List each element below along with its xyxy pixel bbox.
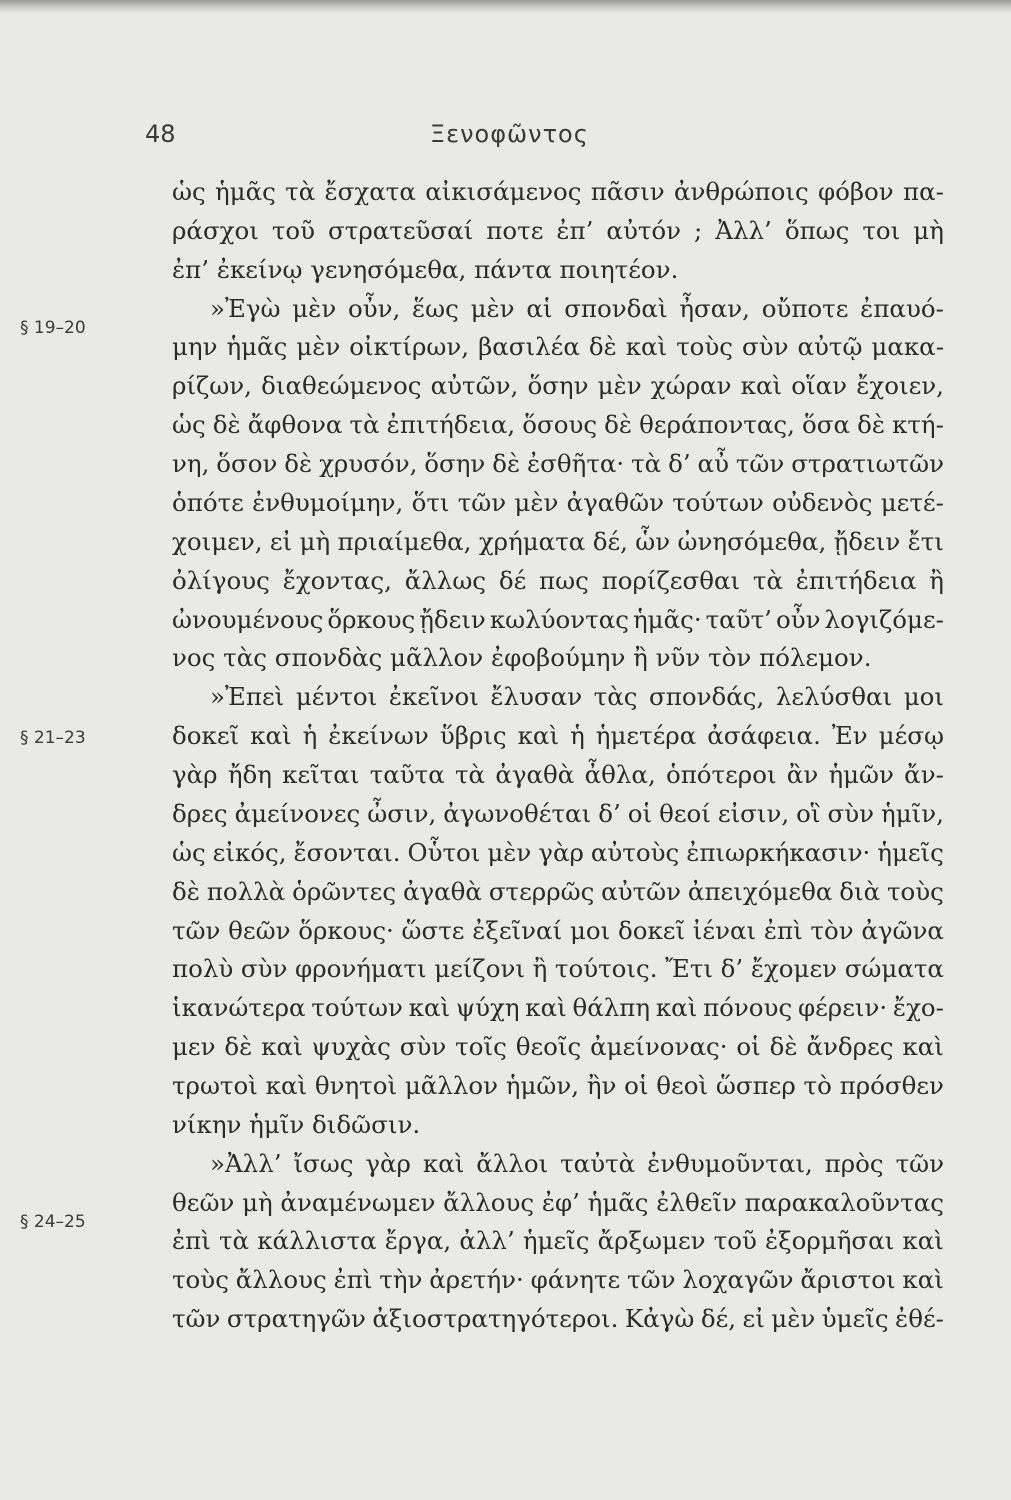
text-line: δρες ἀμείνονες ὦσιν, ἀγωνοθέται δ’ οἱ θεοί εἰσιν, οἳ σὺν ἡμῖν, (172, 798, 944, 828)
margin-ref-19-20: § 19–20 (20, 318, 86, 338)
text-line: »Ἐπεὶ μέντοι ἐκεῖνοι ἔλυσαν τὰς σπονδάς, λελύσθαι μοι (210, 682, 944, 712)
running-title: Ξενοφῶντος (430, 120, 589, 148)
text-line: χοιμεν, εἰ μὴ πριαίμεθα, χρήματα δέ, ὧν ὠνησόμεθα, ᾔδειν ἔτι (172, 526, 944, 556)
text-line: ἱκανώτερα τούτων καὶ ψύχη καὶ θάλπη καὶ πόνους φέρειν· ἔχο- (172, 993, 944, 1023)
page-number: 48 (145, 120, 176, 148)
text-line: μην ἡμᾶς μὲν οἰκτίρων, βασιλέα δὲ καὶ τοὺς σὺν αὐτῷ μακα- (172, 332, 944, 362)
text-line: »Ἀλλ’ ἴσως γὰρ καὶ ἄλλοι ταὐτὰ ἐνθυμοῦνται, πρὸς τῶν (210, 1148, 944, 1178)
text-line: ὠνουμένους ὅρκους ᾔδειν κωλύοντας ἡμᾶς· ταῦτ’ οὖν λογιζόμε- (172, 604, 944, 634)
text-line: νος τὰς σπονδὰς μᾶλλον ἐφοβούμην ἢ νῦν τὸν πόλεμον. (172, 643, 872, 673)
text-line: ἐπὶ τὰ κάλλιστα ἔργα, ἀλλ’ ἡμεῖς ἄρξωμεν τοῦ ἐξορμῆσαι καὶ (172, 1226, 944, 1256)
margin-ref-21-23: § 21–23 (20, 728, 86, 748)
text-line: ὁπότε ἐνθυμοίμην, ὅτι τῶν μὲν ἀγαθῶν τούτων οὐδενὸς μετέ- (172, 487, 944, 517)
text-line: μεν δὲ καὶ ψυχὰς σὺν τοῖς θεοῖς ἀμείνονας· οἱ δὲ ἄνδρες καὶ (172, 1032, 944, 1062)
text-line: δοκεῖ καὶ ἡ ἐκείνων ὕβρις καὶ ἡ ἡμετέρα ἀσάφεια. Ἐν μέσῳ (172, 721, 944, 751)
text-line: τρωτοὶ καὶ θνητοὶ μᾶλλον ἡμῶν, ἢν οἱ θεοὶ ὥσπερ τὸ πρόσθεν (172, 1071, 944, 1100)
margin-ref-24-25: § 24–25 (20, 1212, 86, 1232)
text-line: ὡς δὲ ἄφθονα τὰ ἐπιτήδεια, ὅσους δὲ θεράποντας, ὅσα δὲ κτή- (172, 410, 944, 440)
text-line: ὡς εἰκός, ἔσονται. Οὗτοι μὲν γὰρ αὐτοὺς ἐπιωρκήκασιν· ἡμεῖς (172, 837, 944, 867)
text-line: θεῶν μὴ ἀναμένωμεν ἄλλους ἐφ’ ἡμᾶς ἐλθεῖν παρακαλοῦντας (172, 1187, 944, 1217)
text-line: τοὺς ἄλλους ἐπὶ τὴν ἀρετήν· φάνητε τῶν λοχαγῶν ἄριστοι καὶ (172, 1265, 944, 1295)
text-line: ράσχοι τοῦ στρατεῦσαί ποτε ἐπ’ αὐτόν ; Ἀλλ’ ὅπως τοι μὴ (172, 215, 944, 245)
text-line: τῶν στρατηγῶν ἀξιοστρατηγότεροι. Κἀγὼ δέ, εἰ μὲν ὑμεῖς ἐθέ- (172, 1304, 944, 1334)
text-line: πολὺ σὺν φρονήματι μείζονι ἢ τούτοις. Ἔτι δ’ ἔχομεν σώματα (172, 954, 944, 984)
text-line: ὡς ἡμᾶς τὰ ἔσχατα αἰκισάμενος πᾶσιν ἀνθρώποις φόβον πα- (172, 177, 944, 206)
text-line: ρίζων, διαθεώμενος αὐτῶν, ὅσην μὲν χώραν καὶ οἵαν ἔχοιεν, (172, 371, 944, 401)
text-line: ὀλίγους ἔχοντας, ἄλλως δέ πως πορίζεσθαι τὰ ἐπιτήδεια ἢ (172, 565, 944, 595)
text-line: δὲ πολλὰ ὁρῶντες ἀγαθὰ στερρῶς αὐτῶν ἀπειχόμεθα διὰ τοὺς (172, 876, 944, 906)
page-top-edge (0, 0, 1011, 14)
text-line: γὰρ ἤδη κεῖται ταῦτα τὰ ἀγαθὰ ἆθλα, ὁπότεροι ἂν ἡμῶν ἄν- (172, 760, 944, 790)
text-line: ἐπ’ ἐκείνῳ γενησόμεθα, πάντα ποιητέον. (172, 254, 679, 284)
text-line: »Ἐγὼ μὲν οὖν, ἕως μὲν αἱ σπονδαὶ ἦσαν, οὔποτε ἐπαυό- (210, 293, 944, 323)
text-line: τῶν θεῶν ὅρκους· ὥστε ἐξεῖναί μοι δοκεῖ ἰέναι ἐπὶ τὸν ἀγῶνα (172, 915, 944, 945)
text-line: νίκην ἡμῖν διδῶσιν. (172, 1109, 421, 1139)
text-line: νη, ὅσον δὲ χρυσόν, ὅσην δὲ ἐσθῆτα· τὰ δ’ αὖ τῶν στρατιωτῶν (172, 449, 944, 479)
